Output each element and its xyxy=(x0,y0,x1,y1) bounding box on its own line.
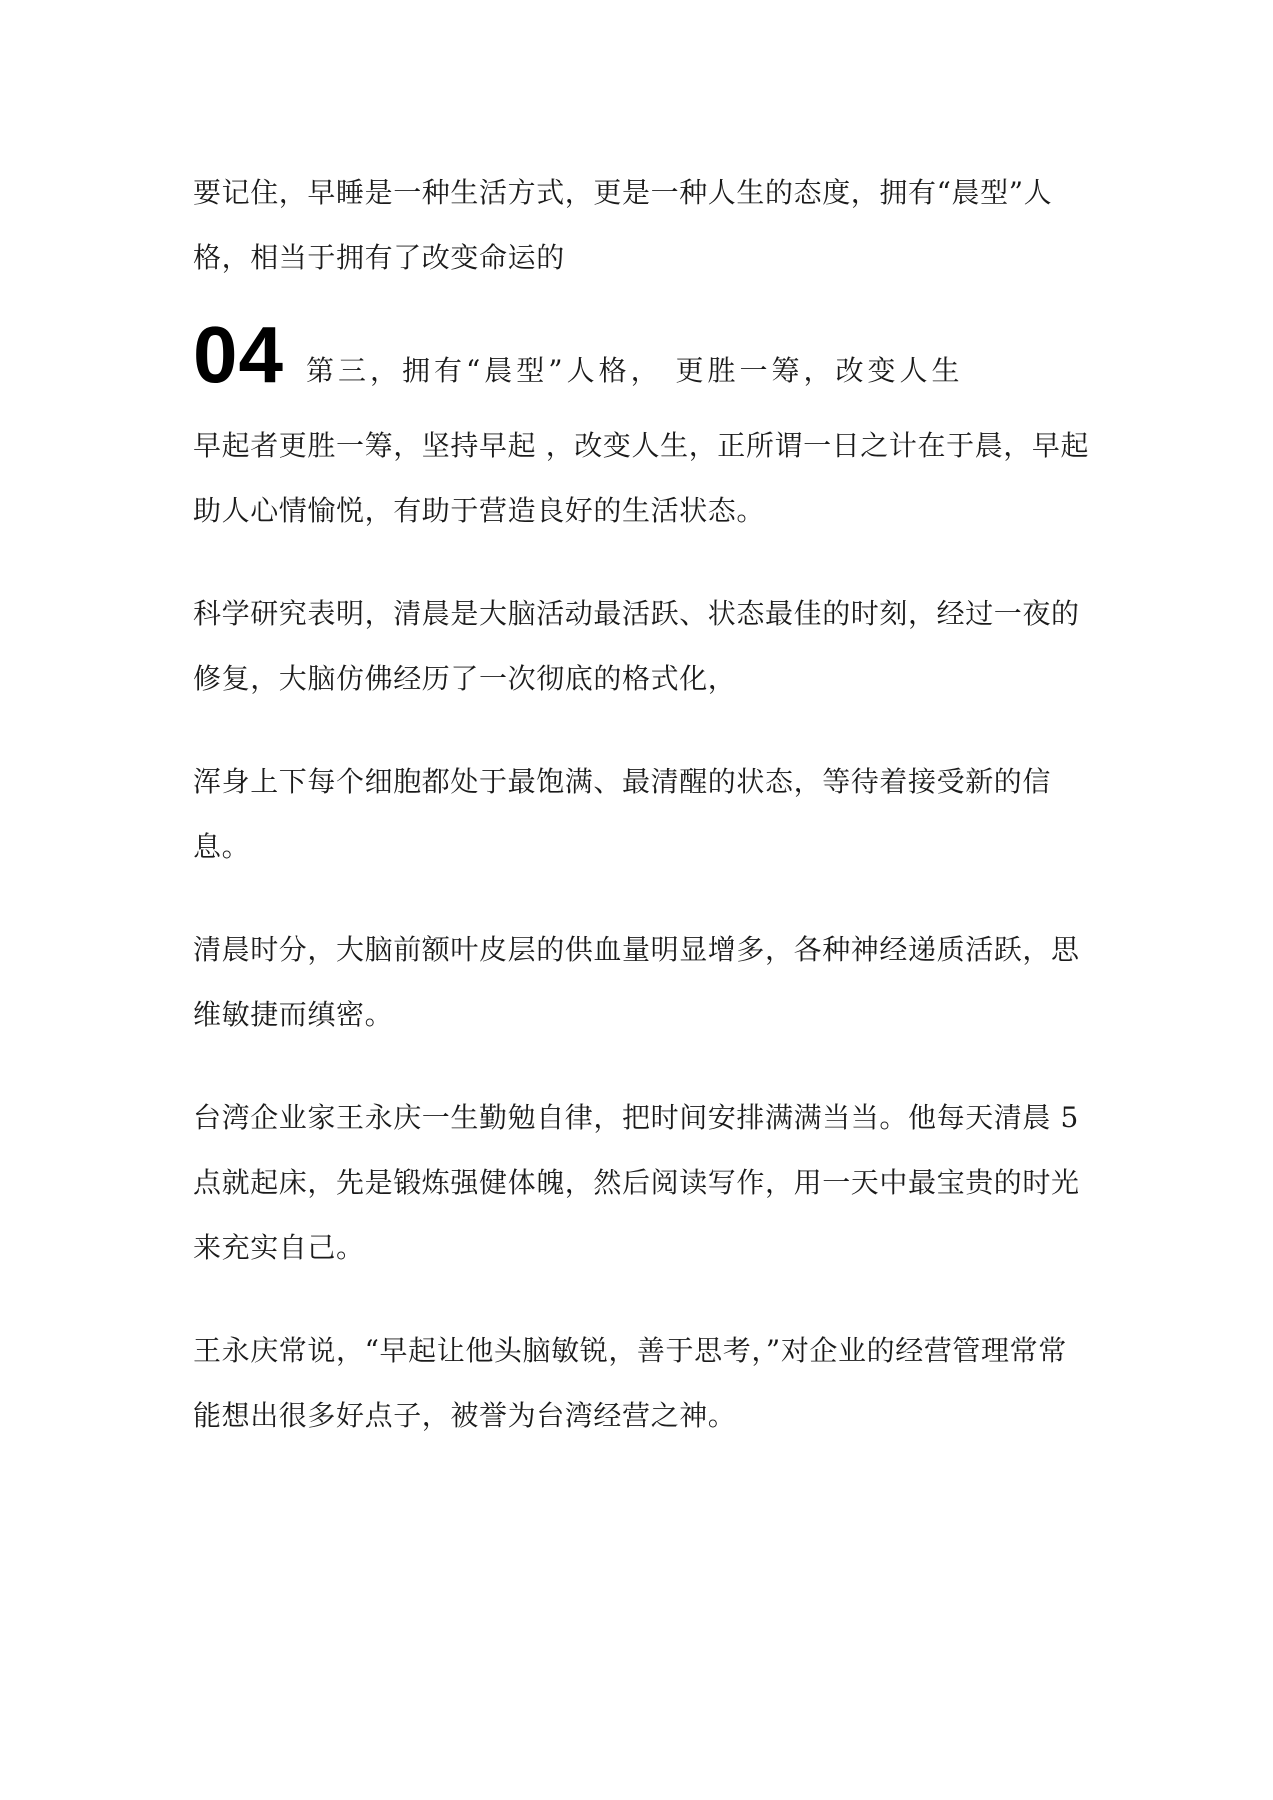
spacer xyxy=(193,395,1093,413)
spacer xyxy=(193,543,1093,581)
intro-paragraph: 要记住，早睡是一种生活方式，更是一种人生的态度，拥有“晨型”人格，相当于拥有了改变命运的 xyxy=(193,176,1053,274)
spacer xyxy=(193,879,1093,917)
section-heading xyxy=(193,300,1093,399)
section-title: 第三，拥有“晨型”人格， 更胜一筹，改变人生 xyxy=(305,354,964,387)
body-paragraph-6: 王永庆常说，“早起让他头脑敏锐，善于思考，”对企业的经营管理常常能想出很多好点子，被誉为台湾经营之神。 xyxy=(193,1334,1067,1432)
body-paragraph-2: 科学研究表明，清晨是大脑活动最活跃、状态最佳的时刻，经过一夜的修复，大脑仿佛经历了一次彻底的格式化， xyxy=(193,597,1080,695)
spacer xyxy=(193,1047,1093,1085)
spacer xyxy=(193,1280,1093,1318)
body-paragraph-5: 台湾企业家王永庆一生勤勉自律，把时间安排满满当当。他每天清晨 5 点就起床，先是锻炼强健体魄，然后阅读写作，用一天中最宝贵的时光来充实自己。 xyxy=(193,1101,1080,1264)
article-body xyxy=(193,160,1093,1448)
spacer xyxy=(193,711,1093,749)
section-number: 04 xyxy=(193,310,284,399)
body-paragraph-4: 清晨时分，大脑前额叶皮层的供血量明显增多，各种神经递质活跃，思维敏捷而缜密。 xyxy=(193,933,1080,1031)
body-paragraph-3: 浑身上下每个细胞都处于最饱满、最清醒的状态，等待着接受新的信息。 xyxy=(193,765,1052,863)
body-paragraph-1: 早起者更胜一筹，坚持早起 ，改变人生，正所谓一日之计在于晨，早起助人心情愉悦，有助于营造良好的生活状态。 xyxy=(193,429,1090,527)
